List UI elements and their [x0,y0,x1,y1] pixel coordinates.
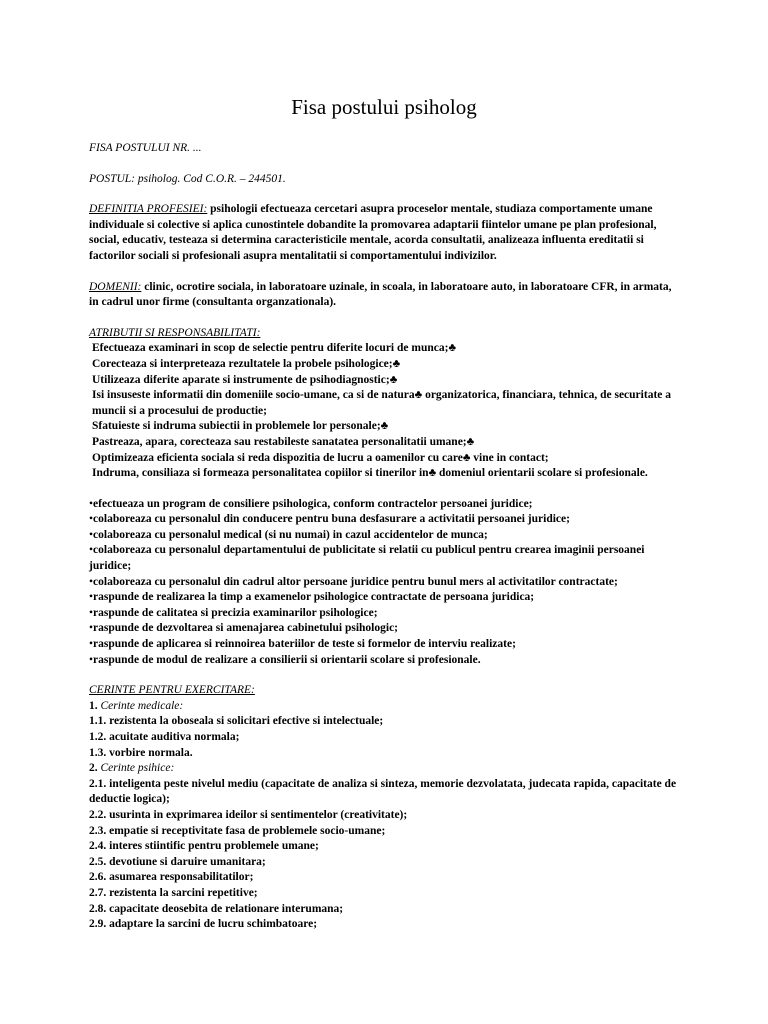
cerinta-medicala-item: 1.3. vorbire normala. [89,746,193,759]
bullet-text: raspunde de dezvoltarea si amenajarea cabinetului psihologic; [93,622,399,635]
atributie-item [89,419,681,435]
bullet-item [89,637,681,653]
atributie-item [89,357,681,373]
bullet-icon: • [89,544,94,557]
atributie-text-cont: organizatorica, financiara, tehnica, de securitate a muncii si a procesului de productie; [92,389,671,417]
domenii-text: clinic, ocrotire sociala, in laboratoare uzinale, in scoala, in laboratoare auto, in laboratoare CFR, in armata, in cadrul unor firme (consultanta organzationala). [89,280,672,309]
bullet-icon: • [89,528,94,541]
atributie-text-cont: domeniul orientarii scolare si profesionale. [436,467,648,480]
postul-line: POSTUL: psiholog. Cod C.O.R. – 244501. [89,172,286,185]
club-icon: ♣ [414,389,423,402]
club-icon: ♣ [392,357,401,370]
bullet-item [89,653,681,669]
cerinta-psihica-item: 2.8. capacitate deosebita de relationare interumana; [89,902,344,915]
cerinte-psihice-heading [89,761,681,777]
definitie-label: DEFINITIA PROFESIEI: [89,203,208,216]
bullet-text: raspunde de calitatea si precizia examinarilor psihologice; [93,606,378,619]
bullet-icon: • [89,622,94,635]
bullet-text: raspunde de realizarea la timp a examenelor psihologice contractate de persoana juridica; [93,591,535,604]
atributie-text: Utilizeaza diferite aparate si instrumente de psihodiagnostic; [92,373,390,386]
cerinte-medicale-list [89,714,681,761]
atributie-text: Efectueaza examinari in scop de selectie pentru diferite locuri de munca; [92,342,449,355]
cerinta-psihica-item: 2.4. interes stiintific pentru problemele umane; [89,840,319,853]
cerinte-medicale-heading [89,699,681,715]
bullet-icon: • [89,653,94,666]
atributie-text: Pastreaza, apara, corecteaza sau restabileste sanatatea personalitatii umane; [92,435,467,448]
domenii-paragraph [89,280,681,311]
atributii-list [89,341,681,481]
club-icon: ♣ [462,451,471,464]
bullet-text: raspunde de aplicarea si reinnoirea bateriilor de teste si formelor de interviu realizate; [93,638,516,651]
bullet-item [89,590,681,606]
cerinta-medicala-item: 1.1. rezistenta la oboseala si solicitari efective si intelectuale; [89,715,384,728]
section-number: 2. [89,762,101,775]
bullet-icon: • [89,606,94,619]
atributie-text: Isi insuseste informatii din domeniile socio-umane, ca si de natura [92,389,415,402]
bullet-item [89,512,681,528]
club-icon: ♣ [389,373,398,386]
club-icon: ♣ [448,342,456,355]
cerinta-psihica-item: 2.6. asumarea responsabilitatilor; [89,871,254,884]
atributie-item [89,466,681,482]
bullet-text: colaboreaza cu personalul din conducere pentru buna desfasurare a activitatii persoanei juridice; [93,513,570,526]
bullet-item [89,528,681,544]
responsabilitati-list [89,497,681,669]
bullet-text: colaboreaza cu personalul departamentului de publicitate si relatii cu publicul pentru crearea imaginii persoanei juridice; [89,544,645,573]
cerinta-psihica-item: 2.9. adaptare la sarcini de lucru schimbatoare; [89,918,318,931]
cerinte-psihice-list [89,777,681,933]
atributie-item [89,341,681,357]
atributie-text: Corecteaza si interpreteaza rezultatele la probele psihologice; [92,357,393,370]
bullet-text: raspunde de modul de realizare a consilierii si orientarii scolare si profesionale. [93,653,481,666]
atributie-text: Sfatuieste si indruma subiectii in problemele lor personale; [92,420,381,433]
bullet-text: efectueaza un program de consiliere psihologica, conform contractelor persoanei juridice; [93,497,533,510]
cerinta-medicala-item: 1.2. acuitate auditiva normala; [89,731,240,743]
atributie-text-cont: vine in contact; [470,451,549,464]
cerinta-psihica-item: 2.5. devotiune si daruire umanitara; [89,855,266,868]
section-label: Cerinte medicale: [100,699,184,712]
club-icon: ♣ [428,467,437,480]
cerinta-psihica-item: 2.3. empatie si receptivitate fasa de problemele socio-umane; [89,824,386,837]
bullet-item [89,543,681,574]
atributie-item [89,388,681,419]
atributii-heading: ATRIBUTII SI RESPONSABILITATI: [89,326,261,339]
bullet-item [89,606,681,622]
bullet-icon: • [89,638,94,651]
atributie-item [89,373,681,389]
bullet-icon: • [89,513,94,526]
bullet-icon: • [89,575,94,588]
fisa-number: FISA POSTULUI NR. ... [89,142,202,154]
club-icon: ♣ [380,420,389,433]
cerinta-psihica-item: 2.1. inteligenta peste nivelul mediu (capacitate de analiza si sinteza, memorie dezvolatata, judecata rapida, capacitate de deductie logica); [89,777,677,806]
definitie-text: psihologii efectueaza cercetari asupra proceselor mentale, studiaza comportamente umane individuale si colective si aplica cunostintele dobandite la promovarea adaptarii fiintelor umane pe plan profesional, social, educativ, testeaza si determina caracteristicile mentale, acorda consultatii, analizeaza influenta ereditatii si factorilor sociali si profesionali asupra mentalitatii si comportamentului indivizilor. [89,203,657,262]
club-icon: ♣ [466,435,475,448]
definitie-paragraph [89,202,681,264]
atributie-text: Optimizeaza eficienta sociala si reda dispozitia de lucru a oamenilor cu care [92,451,463,464]
cerinte-heading: CERINTE PENTRU EXERCITARE: [89,684,255,697]
bullet-text: colaboreaza cu personalul din cadrul altor persoane juridice pentru bunul mers al activitatilor contractate; [93,575,618,588]
bullet-icon: • [89,497,94,510]
domenii-label: DOMENII: [89,280,142,293]
section-number: 1. [89,699,101,712]
atributie-text: Indruma, consiliaza si formeaza personalitatea copiilor si tinerilor in [92,467,429,480]
bullet-item [89,621,681,637]
atributie-item [89,435,681,451]
bullet-item [89,497,681,513]
bullet-item [89,575,681,591]
bullet-text: colaboreaza cu personalul medical (si nu numai) in cazul accidentelor de munca; [93,528,488,541]
bullet-icon: • [89,591,94,604]
cerinta-psihica-item: 2.2. usurinta in exprimarea ideilor si sentimentelor (creativitate); [89,808,408,821]
document-title: Fisa postului psiholog [291,95,477,119]
atributie-item [89,451,681,467]
section-label: Cerinte psihice: [100,762,175,775]
cerinta-psihica-item: 2.7. rezistenta la sarcini repetitive; [89,886,258,899]
document-body [89,141,681,933]
